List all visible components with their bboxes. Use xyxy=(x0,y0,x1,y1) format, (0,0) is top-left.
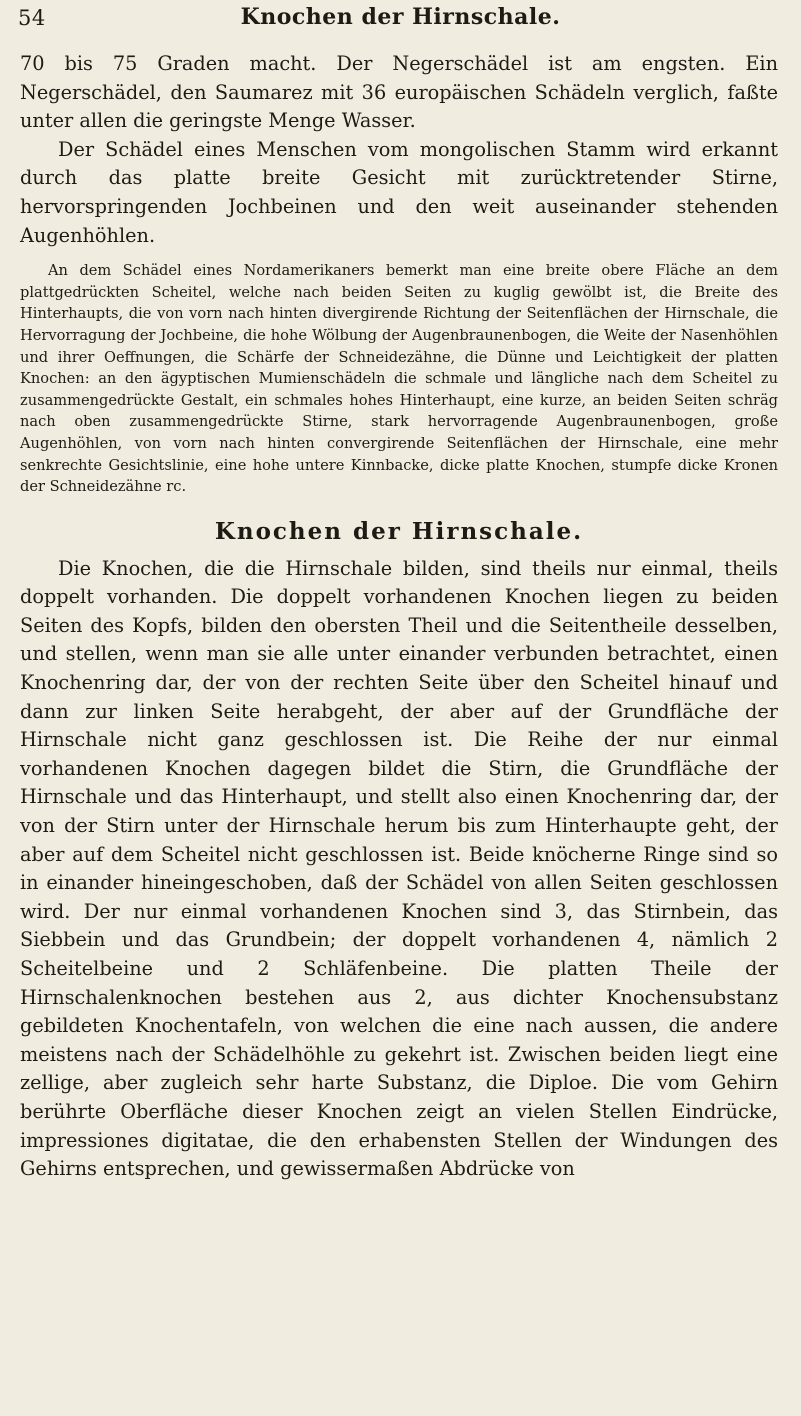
page-body xyxy=(20,50,778,1184)
running-title: Knochen der Hirnschale. xyxy=(240,4,561,30)
page-header xyxy=(0,0,801,40)
page-number: 54 xyxy=(18,6,46,30)
paragraph-mongolian-skull: Der Schädel eines Menschen vom mongolischen Stamm wird erkannt durch das platte breite Gesicht mit zurücktretender Stirne, hervorspringenden Jochbeinen und den weit auseinander stehenden Augenhöhlen. xyxy=(20,137,778,247)
paragraph-skull-bones: Die Knochen, die die Hirnschale bilden, sind theils nur einmal, theils doppelt vorhanden. Die doppelt vorhandenen Knochen liegen zu beiden Seiten des Kopfs, bilden den obersten Theil und die Seitentheile desselben, und stellen, wenn man sie alle unter einander verbunden betrachtet, einen Knochenring dar, der von der rechten Seite über den Scheitel hinauf und dann zur linken Seite herabgeht, der aber auf der Grundfläche der Hirnschale nicht ganz geschlossen ist. Die Reihe der nur einmal vorhandenen Knochen dagegen bildet die Stirn, die Grundfläche der Hirnschale und das Hinterhaupt, und stellt also einen Knochenring dar, der von der Stirn unter der Hirnschale herum bis zum Hinterhaupte geht, der aber auf dem Scheitel nicht geschlossen ist. Beide knöcherne Ringe sind so in einander hineingeschoben, daß der Schädel von allen Seiten geschlossen wird. Der nur einmal vorhandenen Knochen sind 3, das Stirnbein, das Siebbein und das Grundbein; der doppelt vorhandenen 4, nämlich 2 Scheitelbeine und 2 Schläfenbeine. Die platten Theile der Hirnschalenknochen bestehen aus 2, aus dichter Knochensubstanz gebildeten Knochentafeln, von welchen die eine nach aussen, die andere meistens nach der Schädelhöhle zu gekehrt ist. Zwischen beiden liegt eine zellige, aber zugleich sehr harte Substanz, die Diploe. Die vom Gehirn berührte Oberfläche dieser Knochen zeigt an vielen Stellen Eindrücke, impressiones digitatae, die den erhabensten Stellen der Windungen des Gehirns entsprechen, und gewissermaßen Abdrücke von xyxy=(20,556,778,1181)
section-heading: Knochen der Hirnschale. xyxy=(214,517,584,545)
paragraph-negro-skull: 70 bis 75 Graden macht. Der Negerschädel ist am engsten. Ein Negerschädel, den Saumarez mit 36 europäischen Schädeln verglich, faßte unter allen die geringste Menge Wasser. xyxy=(20,52,778,133)
paragraph-american-egyptian-skulls: An dem Schädel eines Nordamerikaners bemerkt man eine breite obere Fläche an dem plattgedrückten Scheitel, welche nach beiden Seiten zu kuglig gewölbt ist, die Breite des Hinterhaupts, die von vorn nach hinten divergirende Richtung der Seitenflächen der Hirnschale, die Hervorragung der Jochbeine, die hohe Wölbung der Augenbraunenbogen, die Weite der Nasenhöhlen und ihrer Oeffnungen, die Schärfe der Schneidezähne, die Dünne und Leichtigkeit der platten Knochen: an den ägyptischen Mumienschädeln die schmale und längliche nach dem Scheitel zu zusammengedrückte Gestalt, ein schmales hohes Hinterhaupt, eine kurze, an beiden Seiten schräg nach oben zusammengedrückte Stirne, stark hervorragende Augenbraunenbogen, große Augenhöhlen, von vorn nach hinten convergirende Seitenflächen der Hirnschale, eine mehr senkrechte Gesichtslinie, eine hohe untere Kinnbacke, dicke platte Knochen, stumpfe dicke Kronen der Schneidezähne rc. xyxy=(20,262,778,496)
